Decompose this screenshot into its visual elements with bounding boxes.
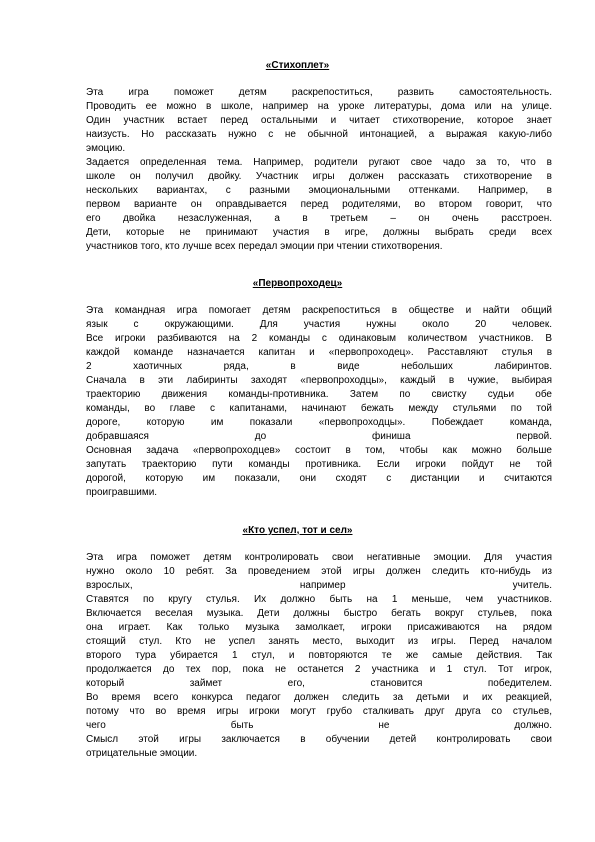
paragraph-line: Один участник встает перед остальными и читает стихотворение, которое знает — [86, 115, 552, 126]
paragraph-line: стоящий стул. Кто не успел занять место, выходит из игры. Перед началом — [86, 636, 552, 647]
paragraph-line: Задается определенная тема. Например, родители ругают свое чадо за то, что в — [86, 157, 552, 168]
paragraph-line: запутать траекторию пути команды противника. Если игроки пойдут не той — [86, 459, 552, 470]
paragraph-line: Во время всего конкурса педагог должен следить за детьми и их реакцией, — [86, 692, 552, 703]
paragraph-line: дорогой, которую им показали, они сходят с дистанции и считаются — [86, 473, 552, 484]
paragraph-line: второго тура убирается 1 стул, и повторяются те же самые действия. Так — [86, 650, 552, 661]
paragraph-line: траекторию движения команды-противника. Затем по свистку судьи обе — [86, 389, 552, 400]
paragraph-line: Все игроки разбиваются на 2 команды с одинаковым количеством участников. В — [86, 333, 552, 344]
paragraph-line: школе он получил двойку. Участник игры должен рассказать стихотворение в — [86, 171, 552, 182]
paragraph-line: наизусть. Но рассказать нужно с не обычной интонацией, а выражая какую-либо — [86, 129, 552, 140]
paragraph-line: его двойка незаслуженная, а в третьем – он очень расстроен. — [86, 213, 552, 224]
paragraph-line: Включается веселая музыка. Дети должны быстро бегать вокруг стульев, пока — [86, 608, 552, 619]
paragraph-line: Сначала в эти лабиринты заходят «первопроходцы», каждый в чужие, выбирая — [86, 375, 552, 386]
paragraph-line: участников того, кто лучше всех передал эмоции при чтении стихотворения. — [86, 241, 443, 252]
paragraph-line: взрослых, например учитель. — [86, 580, 552, 591]
paragraph-line: который займет его, становится победителем. — [86, 678, 552, 689]
paragraph-line: чего быть не должно. — [86, 720, 552, 731]
paragraph-line: дороге, которую им показали «первопроходцы». Побеждает команда, — [86, 417, 552, 428]
paragraph-line: Ставятся по кругу стулья. Их должно быть на 1 меньше, чем участников. — [86, 594, 552, 605]
paragraph-line: проигравшими. — [86, 487, 158, 498]
paragraph-line: нужно около 10 ребят. За проведением этой игры должен следить кто-нибудь из — [86, 566, 552, 577]
paragraph-line: язык с окружающими. Для участия нужны около 20 человек. — [86, 319, 552, 330]
paragraph-line: продолжается до тех пор, пока не останется 2 участника и 1 стул. Тот игрок, — [86, 664, 552, 675]
paragraph-line: 2 хаотичных ряда, в виде небольших лабиринтов. — [86, 361, 552, 372]
section-title: «Первопроходец» — [252, 278, 343, 289]
paragraph-line: Эта игра поможет детям контролировать свои негативные эмоции. Для участия — [86, 552, 552, 563]
paragraph-line: Проводить ее можно в школе, например на уроке литературы, дома или на улице. — [86, 101, 552, 112]
paragraph-line: каждой команде назначается капитан и «первопроходец». Расставляют стулья в — [86, 347, 552, 358]
paragraph-line: Смысл этой игры заключается в обучении детей контролировать свои — [86, 734, 552, 745]
section-title: «Стихоплет» — [265, 60, 330, 71]
paragraph-line: отрицательные эмоции. — [86, 748, 198, 759]
section-title: «Кто успел, тот и сел» — [242, 525, 353, 536]
paragraph-line: эмоцию. — [86, 143, 126, 154]
paragraph-line: Дети, которые не принимают участия в игре, должны выбрать среди всех — [86, 227, 552, 238]
paragraph-line: первом варианте он оправдывается перед родителями, во втором говорит, что — [86, 199, 552, 210]
paragraph-line: нескольких вариантах, с разными эмоциональными оттенками. Например, в — [86, 185, 552, 196]
paragraph-line: добравшаяся до финиша первой. — [86, 431, 552, 442]
paragraph-line: потому что во время игры игроки могут грубо сталкивать друг друга со стульев, — [86, 706, 552, 717]
paragraph-line: она играет. Как только музыка замолкает, игроки присаживаются на рядом — [86, 622, 552, 633]
paragraph-line: Основная задача «первопроходцев» состоит в том, чтобы как можно больше — [86, 445, 552, 456]
paragraph-line: Эта игра поможет детям раскрепоститься, развить самостоятельность. — [86, 87, 552, 98]
paragraph-line: Эта командная игра помогает детям раскрепоститься в обществе и найти общий — [86, 305, 552, 316]
paragraph-line: команды, во главе с капитанами, начинают бежать между стульями по той — [86, 403, 552, 414]
